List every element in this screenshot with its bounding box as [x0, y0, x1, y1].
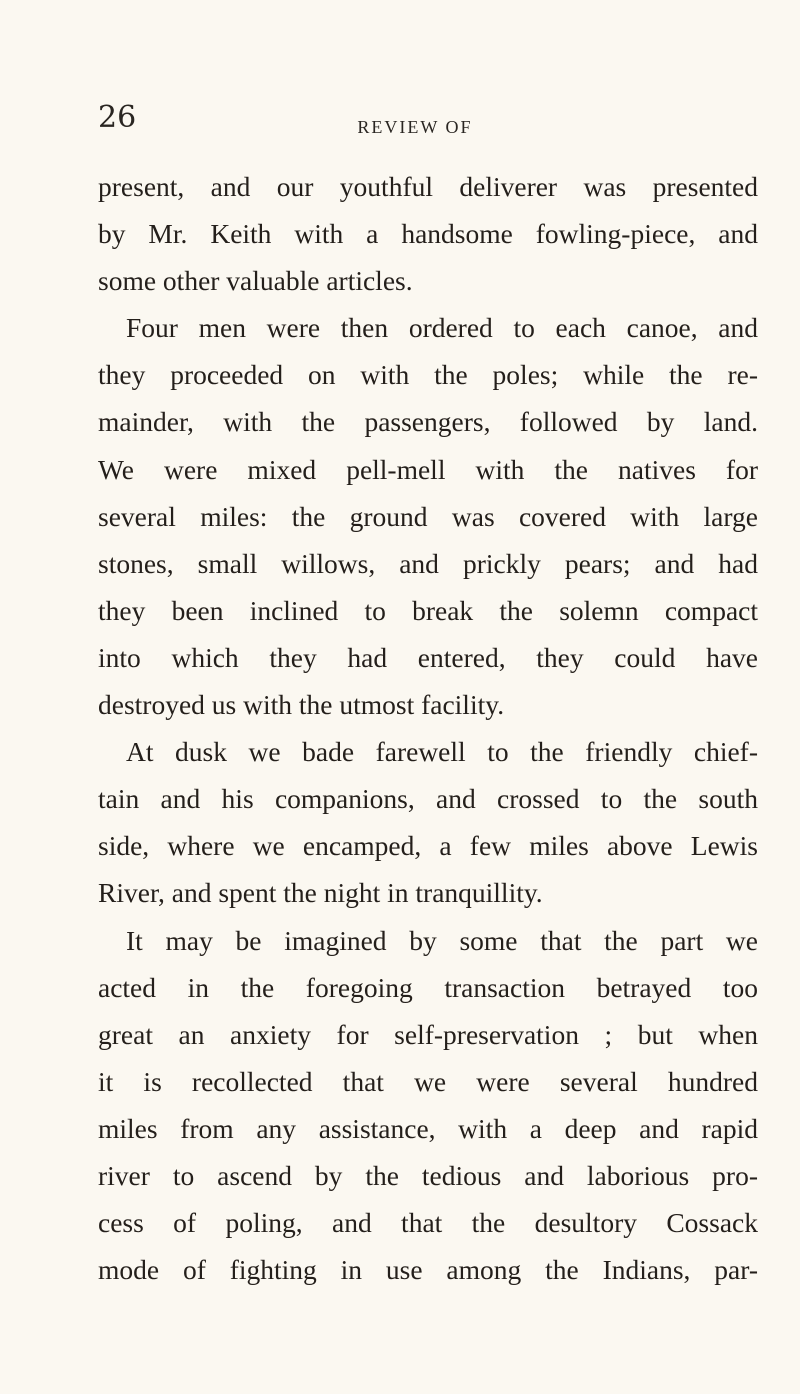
text-line: acted in the foregoing transaction betrayed too	[98, 971, 758, 1003]
text-line: It may be imagined by some that the part we	[126, 924, 758, 956]
running-head: REVIEW OF	[357, 117, 473, 137]
text-line: they been inclined to break the solemn compact	[98, 594, 758, 626]
text-line: into which they had entered, they could have	[98, 641, 758, 673]
text-line: great an anxiety for self-preservation ; but when	[98, 1018, 758, 1050]
body-text	[98, 163, 758, 1293]
text-line: mainder, with the passengers, followed by land.	[98, 406, 758, 438]
text-line: Four men were then ordered to each canoe, and	[126, 312, 758, 344]
text-line: by Mr. Keith with a handsome fowling-piece, and	[98, 218, 758, 250]
text-line: river to ascend by the tedious and laborious pro-	[98, 1159, 758, 1191]
text-line: destroyed us with the utmost facility.	[98, 689, 505, 721]
text-line: At dusk we bade farewell to the friendly chief-	[126, 736, 758, 768]
text-line: We were mixed pell-mell with the natives for	[98, 453, 758, 485]
text-line: it is recollected that we were several hundred	[98, 1065, 758, 1097]
text-line: mode of fighting in use among the Indians, par-	[98, 1254, 758, 1286]
text-line: cess of poling, and that the desultory Cossack	[98, 1207, 758, 1239]
text-line: River, and spent the night in tranquillity.	[98, 877, 543, 909]
text-line: some other valuable articles.	[98, 265, 413, 297]
text-line: miles from any assistance, with a deep and rapid	[98, 1112, 758, 1144]
page-number: 26	[98, 100, 137, 135]
text-line: they proceeded on with the poles; while the re-	[98, 359, 758, 391]
text-line: present, and our youthful deliverer was presented	[98, 171, 758, 202]
text-line: side, where we encamped, a few miles above Lewis	[98, 830, 758, 862]
text-line: several miles: the ground was covered with large	[98, 500, 758, 532]
text-line: stones, small willows, and prickly pears; and had	[98, 547, 758, 579]
text-line: tain and his companions, and crossed to the south	[98, 783, 758, 815]
